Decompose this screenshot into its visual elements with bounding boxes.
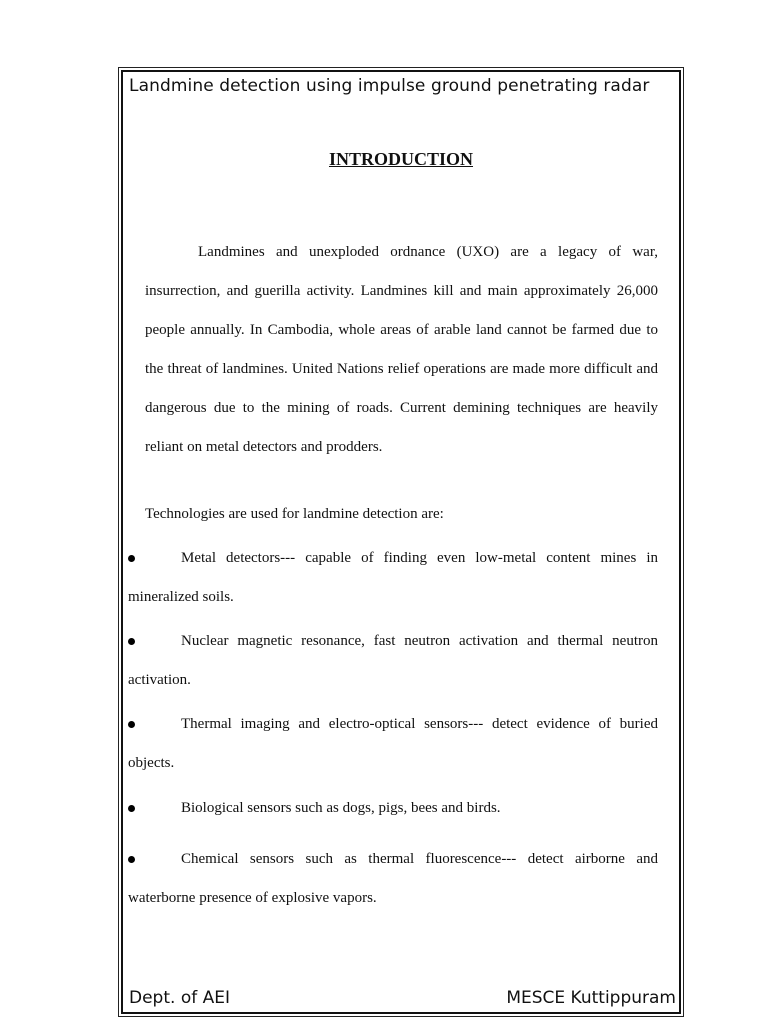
bullet-text: Nuclear magnetic resonance, fast neutron activation and thermal neutron activation. bbox=[128, 633, 658, 688]
bullet-icon bbox=[128, 555, 135, 562]
bullet-item bbox=[128, 539, 658, 617]
bullet-icon bbox=[128, 721, 135, 728]
footer-department: Dept. of AEI bbox=[129, 988, 230, 1008]
bullet-text: Metal detectors--- capable of finding even low-metal content mines in mineralized soils. bbox=[128, 550, 658, 605]
bullet-icon bbox=[128, 638, 135, 645]
bullet-icon bbox=[128, 856, 135, 863]
bullet-text: Chemical sensors such as thermal fluorescence--- detect airborne and waterborne presence of explosive vapors. bbox=[128, 851, 658, 906]
bullet-item bbox=[128, 622, 658, 700]
bullet-icon bbox=[128, 805, 135, 812]
page-header-title: Landmine detection using impulse ground penetrating radar bbox=[129, 76, 650, 96]
bullet-text: Thermal imaging and electro-optical sensors--- detect evidence of buried objects. bbox=[128, 716, 658, 771]
intro-paragraph: Landmines and unexploded ordnance (UXO) are a legacy of war, insurrection, and guerilla activity. Landmines kill and main approximately 26,000 people annually. In Cambodia, whole areas of arable land cannot be farmed due to the threat of landmines. United Nations relief operations are made more difficult and dangerous due to the mining of roads. Current demining techniques are heavily reliant on metal detectors and prodders. bbox=[145, 244, 658, 455]
footer-institution: MESCE Kuttippuram bbox=[506, 988, 676, 1008]
bullet-text: Biological sensors such as dogs, pigs, bees and birds. bbox=[181, 800, 501, 816]
section-heading: INTRODUCTION bbox=[328, 149, 474, 169]
bullet-item bbox=[128, 789, 658, 828]
bullet-item bbox=[128, 705, 658, 783]
bullet-item bbox=[128, 840, 658, 918]
technologies-lead: Technologies are used for landmine detection are: bbox=[145, 506, 444, 522]
